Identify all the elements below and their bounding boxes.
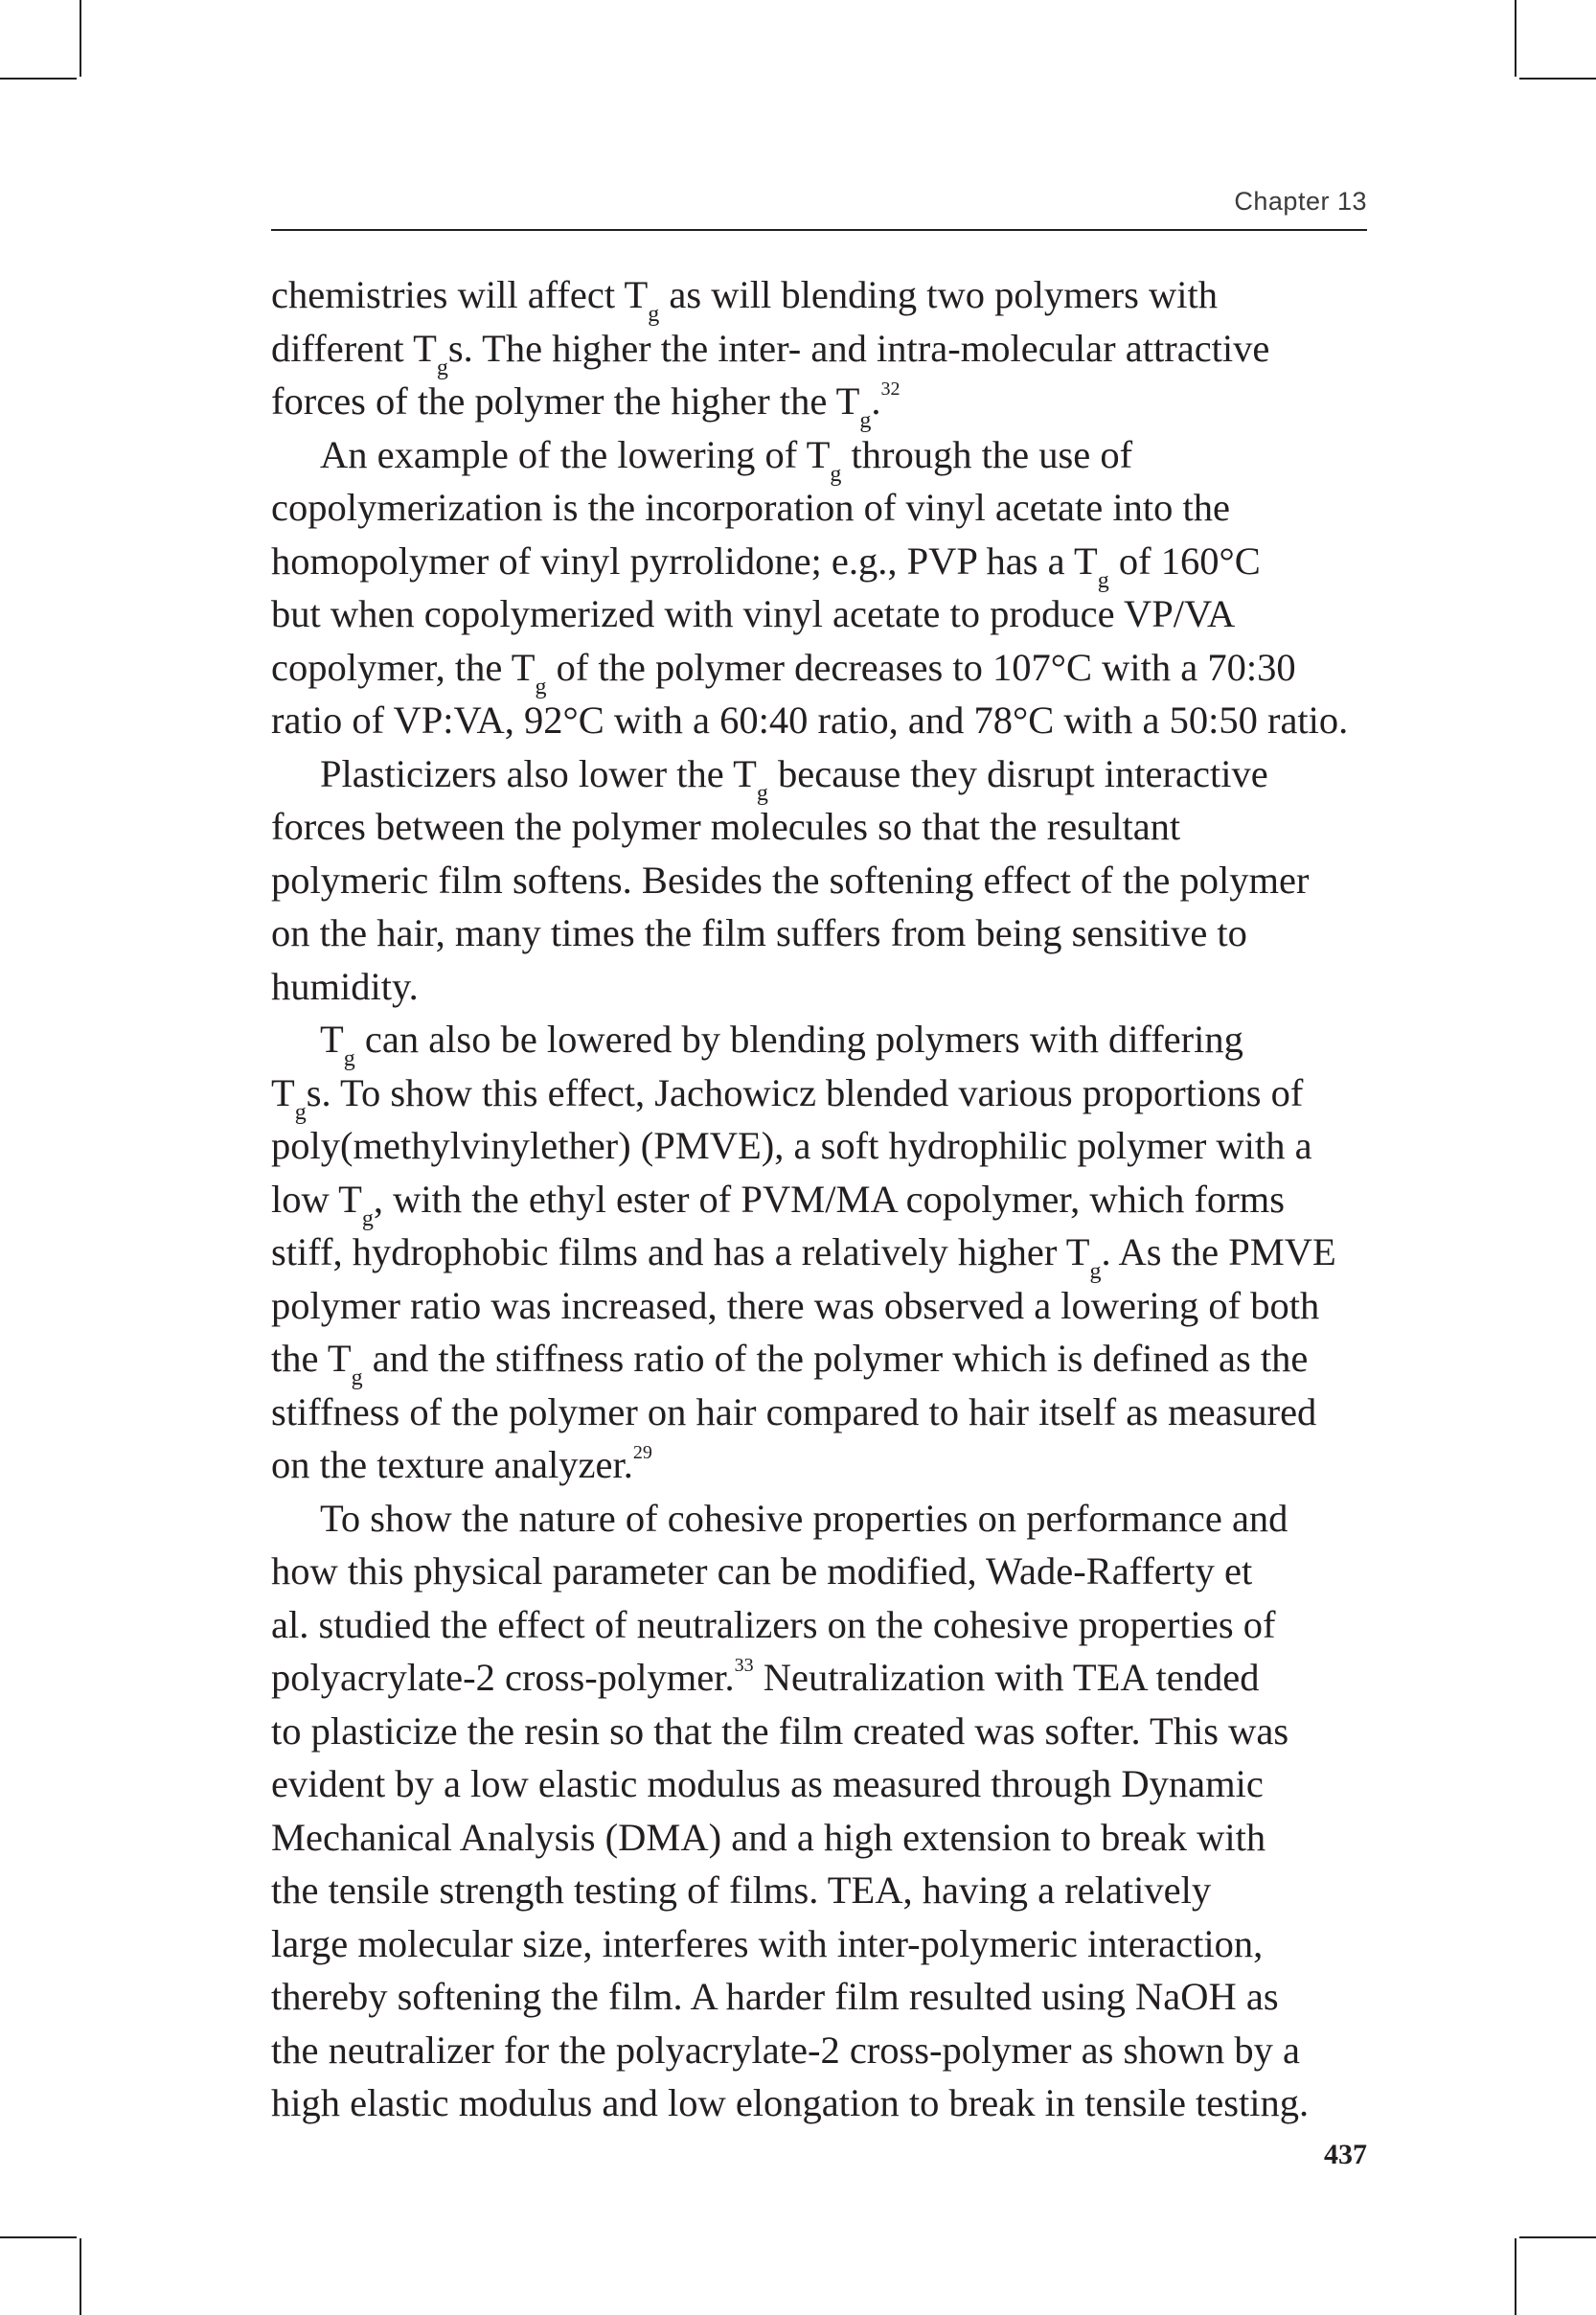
text-line: [271, 1173, 1373, 1231]
subscript: g: [830, 461, 842, 487]
text-line: [271, 375, 1373, 433]
subscript: g: [351, 1365, 363, 1390]
text-run: because they disrupt interactive: [767, 751, 1268, 795]
text-line: [271, 2076, 1373, 2130]
text-run: evident by a low elastic modulus as measured through Dynamic: [271, 1762, 1264, 1805]
text-run: as will blending two polymers with: [659, 273, 1218, 316]
subscript: g: [756, 780, 768, 806]
text-run: polymer ratio was increased, there was observed a lowering of both: [271, 1283, 1320, 1327]
crop-mark: [0, 78, 77, 80]
text-run: homopolymer of vinyl pyrrolidone; e.g., PVP has a T: [271, 539, 1098, 583]
text-line: [271, 1651, 1373, 1705]
text-run: stiff, hydrophobic films and has a relatively higher T: [271, 1230, 1090, 1273]
chapter-label: Chapter 13: [1234, 187, 1367, 216]
text-line: [271, 960, 1373, 1014]
text-run: through the use of: [841, 432, 1133, 476]
text-line: [271, 854, 1373, 907]
text-run: on the texture analyzer.: [271, 1443, 633, 1486]
text-run: , with the ethyl ester of PVM/MA copolymer, which forms: [373, 1177, 1286, 1221]
text-run: Neutralization with TEA tended: [753, 1656, 1260, 1699]
text-run: chemistries will affect T: [271, 273, 649, 316]
text-run: T: [271, 1070, 295, 1114]
crop-mark: [1519, 78, 1596, 80]
text-run: stiffness of the polymer on hair compared to hair itself as measured: [271, 1389, 1317, 1433]
text-line: [271, 1970, 1373, 2024]
text-line: [271, 1332, 1373, 1390]
text-line: [271, 1598, 1373, 1652]
text-line: [271, 1066, 1373, 1125]
text-run: s. To show this effect, Jachowicz blended various proportions of: [306, 1070, 1304, 1114]
text-line: [271, 2024, 1373, 2077]
text-line: [271, 1386, 1373, 1439]
text-run: the T: [271, 1337, 352, 1380]
text-run: An example of the lowering of T: [320, 432, 831, 476]
crop-mark: [1515, 0, 1516, 77]
text-run: polymeric film softens. Besides the softening effect of the polymer: [271, 858, 1310, 902]
text-line: [271, 587, 1373, 641]
subscript: g: [859, 408, 872, 433]
text-line: [271, 428, 1373, 487]
text-line: [271, 1492, 1373, 1546]
text-run: on the hair, many times the film suffers from being sensitive to: [271, 911, 1247, 954]
text-run: poly(methylvinylether) (PMVE), a soft hydrophilic polymer with a: [271, 1124, 1312, 1167]
text-run: Plasticizers also lower the T: [320, 751, 757, 795]
text-run: high elastic modulus and low elongation to break in tensile testing.: [271, 2081, 1310, 2124]
text-run: s. The higher the inter- and intra-molecular attractive: [447, 326, 1270, 370]
text-run: T: [320, 1018, 344, 1061]
text-line: [271, 268, 1373, 327]
superscript: 32: [880, 378, 901, 400]
text-line: [271, 1226, 1373, 1284]
subscript: g: [1089, 1259, 1102, 1284]
text-run: . As the PMVE: [1101, 1230, 1336, 1273]
text-run: .: [871, 379, 881, 423]
text-line: [271, 641, 1373, 699]
subscript: g: [294, 1099, 307, 1125]
text-run: polyacrylate-2 cross-polymer.: [271, 1656, 735, 1699]
crop-mark: [1519, 2236, 1596, 2238]
text-run: humidity.: [271, 964, 419, 1008]
text-run: thereby softening the film. A harder film resulted using NaOH as: [271, 1975, 1279, 2018]
text-run: al. studied the effect of neutralizers on the cohesive properties of: [271, 1602, 1276, 1646]
text-run: To show the nature of cohesive properties on performance and: [320, 1496, 1288, 1540]
text-line: [271, 906, 1373, 960]
text-line: [271, 481, 1373, 535]
text-run: of 160°C: [1108, 539, 1261, 583]
subscript: g: [1097, 567, 1109, 593]
text-line: [271, 1013, 1373, 1071]
crop-mark: [0, 2236, 77, 2238]
text-line: [271, 800, 1373, 854]
text-run: the tensile strength testing of films. TEA, having a relatively: [271, 1868, 1212, 1912]
text-run: forces of the polymer the higher the T: [271, 379, 860, 423]
text-run: Mechanical Analysis (DMA) and a high extension to break with: [271, 1815, 1266, 1859]
text-line: [271, 694, 1373, 747]
text-run: but when copolymerized with vinyl acetate to produce VP/VA: [271, 592, 1236, 635]
text-run: the neutralizer for the polyacrylate-2 cross-polymer as shown by a: [271, 2028, 1300, 2072]
text-line: [271, 1545, 1373, 1598]
text-line: [271, 1705, 1373, 1758]
text-line: [271, 322, 1373, 380]
text-line: [271, 1757, 1373, 1811]
text-line: [271, 1279, 1373, 1333]
text-line: [271, 747, 1373, 806]
text-line: [271, 1811, 1373, 1865]
text-line: [271, 1438, 1373, 1492]
text-run: and the stiffness ratio of the polymer which is defined as the: [362, 1337, 1309, 1380]
crop-mark: [80, 0, 81, 77]
text-run: forces between the polymer molecules so that the resultant: [271, 805, 1181, 848]
body-text: [271, 268, 1373, 2130]
text-line: [271, 1119, 1373, 1173]
text-run: ratio of VP:VA, 92°C with a 60:40 ratio, and 78°C with a 50:50 ratio.: [271, 699, 1349, 742]
text-run: large molecular size, interferes with inter-polymeric interaction,: [271, 1921, 1264, 1965]
subscript: g: [648, 302, 660, 327]
crop-mark: [80, 2238, 81, 2315]
page-number: 437: [1324, 2139, 1367, 2170]
text-run: different T: [271, 326, 437, 370]
text-run: copolymer, the T: [271, 645, 536, 689]
superscript: 33: [734, 1655, 754, 1676]
text-line: [271, 535, 1373, 593]
superscript: 29: [632, 1442, 652, 1463]
subscript: g: [343, 1046, 355, 1071]
subscript: g: [535, 674, 547, 699]
text-run: can also be lowered by blending polymers with differing: [354, 1018, 1243, 1061]
subscript: g: [436, 355, 448, 380]
crop-mark: [1515, 2238, 1516, 2315]
running-header: [271, 187, 1367, 231]
text-line: [271, 1917, 1373, 1971]
header-rule: [271, 229, 1367, 231]
text-line: [271, 1864, 1373, 1917]
text-run: to plasticize the resin so that the film created was softer. This was: [271, 1708, 1289, 1753]
text-run: copolymerization is the incorporation of vinyl acetate into the: [271, 486, 1230, 529]
text-run: low T: [271, 1177, 362, 1221]
text-run: of the polymer decreases to 107°C with a 70:30: [546, 645, 1296, 689]
subscript: g: [361, 1205, 374, 1231]
text-run: how this physical parameter can be modified, Wade-Rafferty et: [271, 1549, 1253, 1593]
